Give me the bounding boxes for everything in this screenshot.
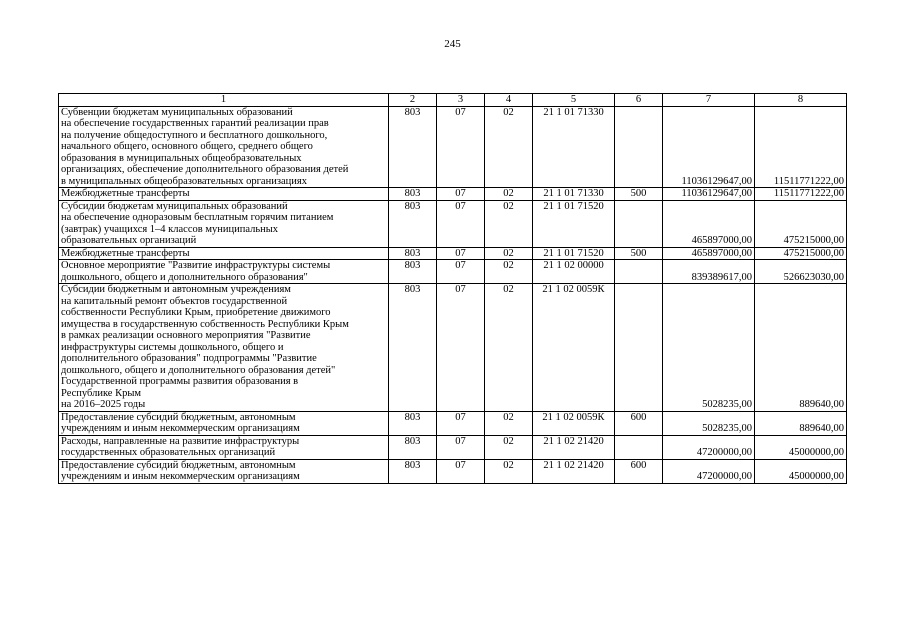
code-column-4: 02 xyxy=(485,459,533,483)
description-line: на получение общедоступного и бесплатного дошкольного, xyxy=(61,129,328,141)
description-line: дошкольного, общего и дополнительного образования детей" xyxy=(61,364,336,376)
code-column-6 xyxy=(615,200,663,247)
table-body xyxy=(59,94,847,484)
description-line: дополнительного образования" подпрограммы "Развитие xyxy=(61,353,317,364)
description-line: собственности Республики Крым, приобретение движимого xyxy=(61,307,331,318)
code-column-2: 803 xyxy=(389,247,437,260)
code-column-6 xyxy=(615,435,663,459)
description-line: Республике Крым xyxy=(61,387,142,399)
code-column-5: 21 1 02 0059К xyxy=(533,284,615,412)
amount-column-7: 465897000,00 xyxy=(663,247,755,260)
code-column-2: 803 xyxy=(389,106,437,188)
table-row xyxy=(59,260,847,284)
code-column-5: 21 1 02 0059К xyxy=(533,411,615,435)
code-column-2: 803 xyxy=(389,284,437,412)
code-column-3: 07 xyxy=(437,435,485,459)
description-line: имущества в государственную собственность Республики Крым xyxy=(61,318,349,330)
code-column-4: 02 xyxy=(485,260,533,284)
amount-column-8: 475215000,00 xyxy=(755,200,847,247)
description-line: образования в муниципальных общеобразовательных xyxy=(61,152,302,164)
description-line: на капитальный ремонт объектов государственной xyxy=(61,295,288,307)
amount-column-8: 11511771222,00 xyxy=(755,188,847,201)
description-line: на обеспечение одноразовым бесплатным горячим питанием xyxy=(61,212,334,223)
description-line: учреждениям и иным некоммерческим организациям xyxy=(61,423,300,434)
code-column-5: 21 1 02 00000 xyxy=(533,260,615,284)
description-cell xyxy=(59,459,389,483)
amount-column-8: 475215000,00 xyxy=(755,247,847,260)
code-column-6 xyxy=(615,284,663,412)
amount-column-7: 465897000,00 xyxy=(663,200,755,247)
code-column-2: 803 xyxy=(389,188,437,201)
code-column-5: 21 1 02 21420 xyxy=(533,459,615,483)
description-line: учреждениям и иным некоммерческим организациям xyxy=(61,471,300,482)
code-column-4: 02 xyxy=(485,284,533,412)
description-line: в рамках реализации основного мероприятия "Развитие xyxy=(61,330,311,341)
description-line: Межбюджетные трансферты xyxy=(61,188,190,199)
amount-column-7: 5028235,00 xyxy=(663,411,755,435)
amount-column-7: 839389617,00 xyxy=(663,260,755,284)
code-column-6: 500 xyxy=(615,188,663,201)
description-line: организациях, обеспечение дополнительного образования детей xyxy=(61,164,349,175)
description-line: Основное мероприятие "Развитие инфраструктуры системы xyxy=(61,260,331,271)
code-column-2: 803 xyxy=(389,411,437,435)
header-cell: 6 xyxy=(615,94,663,107)
table-row xyxy=(59,411,847,435)
code-column-6: 500 xyxy=(615,247,663,260)
description-line: Межбюджетные трансферты xyxy=(61,247,190,259)
code-column-6 xyxy=(615,260,663,284)
description-line: дошкольного, общего и дополнительного образования" xyxy=(61,271,308,283)
description-cell xyxy=(59,260,389,284)
code-column-5: 21 1 01 71330 xyxy=(533,106,615,188)
amount-column-7: 11036129647,00 xyxy=(663,188,755,201)
header-cell: 3 xyxy=(437,94,485,107)
description-line: инфраструктуры системы дошкольного, общего и xyxy=(61,341,284,353)
amount-column-7: 11036129647,00 xyxy=(663,106,755,188)
description-line: в муниципальных общеобразовательных организациях xyxy=(61,175,307,187)
code-column-3: 07 xyxy=(437,260,485,284)
code-column-2: 803 xyxy=(389,200,437,247)
description-cell xyxy=(59,284,389,412)
description-line: Предоставление субсидий бюджетным, автономным xyxy=(61,459,296,471)
code-column-3: 07 xyxy=(437,284,485,412)
table-row xyxy=(59,435,847,459)
code-column-5: 21 1 01 71330 xyxy=(533,188,615,201)
amount-column-7: 47200000,00 xyxy=(663,459,755,483)
description-line: Государственной программы развития образования в xyxy=(61,376,299,387)
code-column-3: 07 xyxy=(437,247,485,260)
description-cell xyxy=(59,247,389,260)
code-column-5: 21 1 01 71520 xyxy=(533,247,615,260)
code-column-4: 02 xyxy=(485,411,533,435)
table-row xyxy=(59,200,847,247)
description-cell xyxy=(59,411,389,435)
header-cell: 8 xyxy=(755,94,847,107)
header-cell: 7 xyxy=(663,94,755,107)
code-column-4: 02 xyxy=(485,188,533,201)
amount-column-8: 889640,00 xyxy=(755,411,847,435)
code-column-4: 02 xyxy=(485,200,533,247)
table-row xyxy=(59,106,847,188)
code-column-6: 600 xyxy=(615,459,663,483)
amount-column-7: 47200000,00 xyxy=(663,435,755,459)
amount-column-8: 45000000,00 xyxy=(755,435,847,459)
description-line: Субсидии бюджетам муниципальных образований xyxy=(61,200,288,212)
description-line: (завтрак) учащихся 1–4 классов муниципальных xyxy=(61,223,279,235)
page-number: 245 xyxy=(444,38,461,50)
code-column-3: 07 xyxy=(437,106,485,188)
description-line: Субсидии бюджетным и автономным учреждениям xyxy=(61,284,291,295)
code-column-5: 21 1 02 21420 xyxy=(533,435,615,459)
description-line: на обеспечение государственных гарантий реализации прав xyxy=(61,118,329,129)
description-line: образовательных организаций xyxy=(61,235,197,246)
code-column-3: 07 xyxy=(437,459,485,483)
description-line: на 2016–2025 годы xyxy=(61,399,146,410)
code-column-3: 07 xyxy=(437,200,485,247)
header-cell: 4 xyxy=(485,94,533,107)
description-cell xyxy=(59,200,389,247)
header-cell: 5 xyxy=(533,94,615,107)
amount-column-8: 526623030,00 xyxy=(755,260,847,284)
description-cell xyxy=(59,188,389,201)
description-line: Субвенции бюджетам муниципальных образований xyxy=(61,106,293,118)
amount-column-7: 5028235,00 xyxy=(663,284,755,412)
amount-column-8: 11511771222,00 xyxy=(755,106,847,188)
code-column-2: 803 xyxy=(389,435,437,459)
header-row xyxy=(59,94,847,107)
code-column-3: 07 xyxy=(437,411,485,435)
table-row xyxy=(59,247,847,260)
table-row xyxy=(59,284,847,412)
description-line: государственных образовательных организаций xyxy=(61,447,276,458)
header-cell: 1 xyxy=(59,94,389,107)
code-column-4: 02 xyxy=(485,106,533,188)
description-line: начального общего, основного общего, среднего общего xyxy=(61,141,313,152)
table-row xyxy=(59,188,847,201)
description-cell xyxy=(59,435,389,459)
amount-column-8: 45000000,00 xyxy=(755,459,847,483)
code-column-2: 803 xyxy=(389,459,437,483)
description-cell xyxy=(59,106,389,188)
budget-table xyxy=(58,93,847,484)
description-line: Расходы, направленные на развитие инфраструктуры xyxy=(61,435,300,447)
amount-column-8: 889640,00 xyxy=(755,284,847,412)
code-column-3: 07 xyxy=(437,188,485,201)
description-line: Предоставление субсидий бюджетным, автономным xyxy=(61,411,296,423)
table-row xyxy=(59,459,847,483)
code-column-5: 21 1 01 71520 xyxy=(533,200,615,247)
code-column-2: 803 xyxy=(389,260,437,284)
code-column-6: 600 xyxy=(615,411,663,435)
code-column-6 xyxy=(615,106,663,188)
code-column-4: 02 xyxy=(485,435,533,459)
header-cell: 2 xyxy=(389,94,437,107)
code-column-4: 02 xyxy=(485,247,533,260)
